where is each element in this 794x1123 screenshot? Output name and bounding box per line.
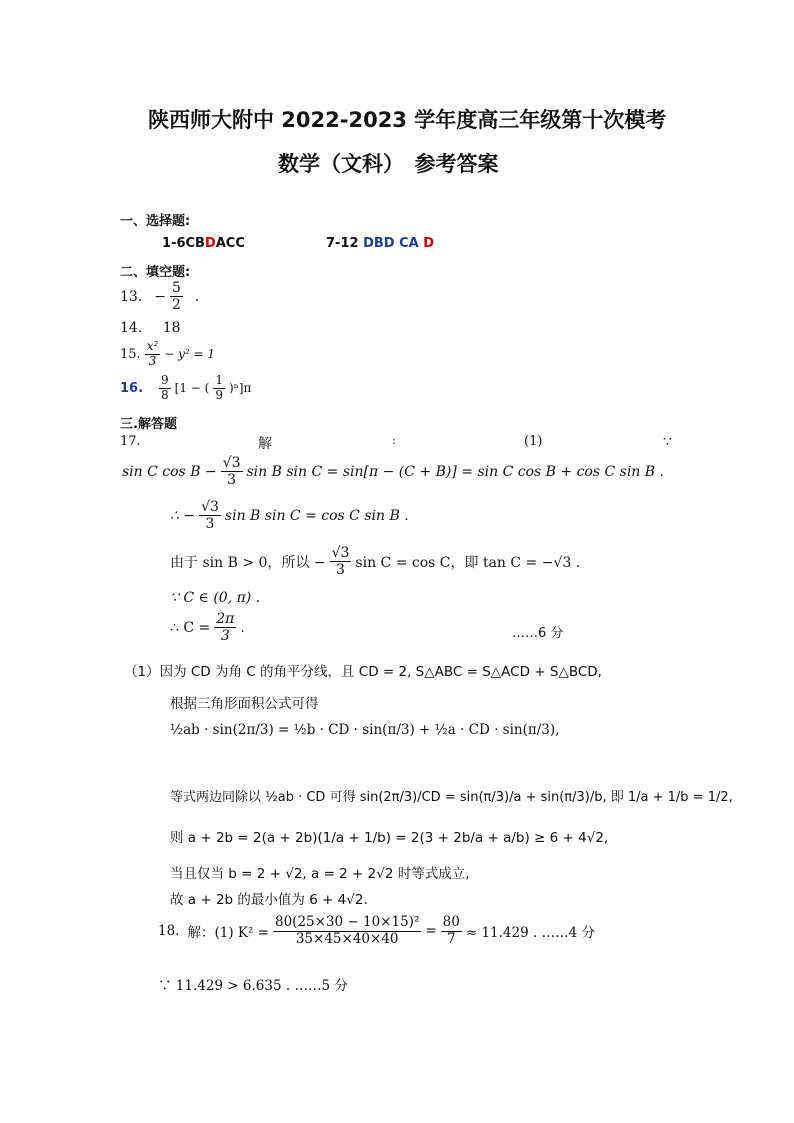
part2-line5: 则 a + 2b = 2(a + 2b)(1/a + 1/b) = 2(3 + 2b/a + a/b) ≥ 6 + 4√2, bbox=[170, 830, 609, 846]
q17-l5-den: 3 bbox=[220, 628, 230, 645]
q18-eq: = bbox=[425, 923, 437, 940]
choice-answers-b-red: D bbox=[423, 236, 435, 251]
q15-rest: − y² = 1 bbox=[164, 347, 216, 362]
q17-l3-den: 3 bbox=[336, 562, 345, 579]
part2-line7: 故 a + 2b 的最小值为 6 + 4√2. bbox=[170, 892, 368, 908]
page-title: 陕西师大附中 2022-2023 学年度高三年级第十次模考 bbox=[148, 108, 667, 132]
q13-label: 13. bbox=[120, 288, 143, 305]
part2-line6: 当且仅当 b = 2 + √2, a = 2 + 2√2 时等式成立, bbox=[170, 866, 470, 882]
section-heading-solutions: 三.解答题 bbox=[120, 417, 177, 432]
q17-because: ∵ bbox=[663, 434, 672, 450]
q18-line2: ∵ 11.429 > 6.635 . ……5 分 bbox=[158, 978, 348, 994]
q17-l1a: sin C cos B − bbox=[122, 463, 217, 480]
q17-line5 bbox=[170, 611, 245, 644]
q16-inner-num: 1 bbox=[215, 373, 223, 387]
part2-line3: ½ab · sin(2π/3) = ½b · CD · sin(π/3) + ½a · CD · sin(π/3), bbox=[170, 722, 560, 738]
q17-l5b: . bbox=[240, 619, 245, 636]
q17-score: ……6 分 bbox=[512, 626, 564, 641]
part2-line4: 等式两边同除以 ½ab · CD 可得 sin(2π/3)/CD = sin(π/3)/a + sin(π/3)/b, 即 1/a + 1/b = 1/2, bbox=[170, 790, 733, 805]
q16-end: )ⁿ]π bbox=[229, 381, 252, 396]
q13-den: 2 bbox=[172, 297, 181, 314]
q15-den: 3 bbox=[148, 353, 157, 368]
q15-label: 15. bbox=[120, 346, 141, 362]
choice-answers-b-prefix: 7-12 bbox=[326, 236, 364, 251]
answer-16 bbox=[120, 374, 251, 403]
q13-end: . bbox=[194, 288, 200, 305]
choice-answers-a-red: D bbox=[204, 236, 216, 251]
q14-value: 18 bbox=[162, 320, 181, 336]
q17-l3a: 由于 sin B > 0，所以 − bbox=[170, 554, 326, 571]
q17-l2-den: 3 bbox=[205, 516, 215, 533]
q17-l3-num: √3 bbox=[331, 545, 350, 561]
q17-label: 17. bbox=[120, 434, 141, 449]
q18-jie: 解：(1) K² = bbox=[187, 925, 269, 942]
q17-line1 bbox=[122, 455, 664, 488]
answer-15 bbox=[120, 340, 215, 369]
section-heading-fill: 二、填空题: bbox=[120, 265, 191, 280]
q18-num: 80(25×30 − 10×15)² bbox=[275, 914, 420, 930]
q17-l5-num: 2π bbox=[216, 611, 235, 627]
q17-colon: : bbox=[392, 434, 396, 447]
choice-answers-a-suffix: ACC bbox=[215, 236, 245, 251]
part2-line2: 根据三角形面积公式可得 bbox=[170, 696, 319, 712]
q17-l3b: sin C = cos C，即 tan C = −√3 . bbox=[355, 554, 581, 571]
q18-approx: ≈ 11.429 . ……4 分 bbox=[465, 925, 595, 942]
section-heading-choice: 一、选择题: bbox=[120, 214, 191, 229]
page-subtitle: 数学（文科） 参考答案 bbox=[278, 152, 499, 176]
q17-line2 bbox=[170, 499, 409, 532]
q18-den2: 7 bbox=[446, 930, 456, 947]
q17-l2-num: √3 bbox=[201, 499, 219, 515]
q15-num: x² bbox=[146, 339, 159, 353]
q17-l2b: sin B sin C = cos C sin B . bbox=[224, 507, 409, 524]
q18-line1 bbox=[158, 915, 595, 947]
q13-sign: − bbox=[154, 288, 166, 305]
q16-mid: [1 − ( bbox=[174, 381, 210, 396]
q16-inner-den: 9 bbox=[215, 387, 223, 402]
q17-line3 bbox=[170, 545, 580, 578]
q18-label: 18. bbox=[158, 923, 180, 940]
q17-l1b: sin B sin C = sin[π − (C + B)] = sin C cos B + cos C sin B . bbox=[246, 463, 664, 480]
q16-label: 16. bbox=[120, 380, 144, 396]
part2-line1: （1）因为 CD 为角 C 的角平分线，且 CD = 2, S△ABC = S△ACD + S△BCD, bbox=[124, 664, 602, 680]
q16-den: 8 bbox=[161, 387, 169, 402]
q17-l5a: ∴ C = bbox=[170, 619, 211, 636]
choice-answers-b-blue: DBD CA bbox=[363, 236, 424, 251]
choice-answers-7-12 bbox=[326, 236, 434, 251]
q14-label: 14. bbox=[120, 320, 143, 336]
choice-answers-a-prefix: 1-6CB bbox=[162, 236, 205, 251]
q17-l1-den: 3 bbox=[227, 472, 237, 489]
q17-part: (1) bbox=[524, 434, 543, 449]
q17-l2a: ∴ − bbox=[170, 507, 196, 524]
answer-14 bbox=[120, 320, 181, 336]
q13-num: 5 bbox=[172, 280, 181, 296]
answer-13 bbox=[120, 280, 199, 313]
q17-l1-num: √3 bbox=[222, 455, 241, 471]
q17-line4: ∵ C ∈ (0, π) . bbox=[170, 590, 261, 606]
q18-den: 35×45×40×40 bbox=[295, 930, 399, 947]
q17-jie: 解 bbox=[258, 436, 272, 452]
choice-answers-1-6 bbox=[162, 236, 245, 251]
q16-num: 9 bbox=[161, 373, 169, 387]
q18-num2: 80 bbox=[442, 914, 460, 930]
